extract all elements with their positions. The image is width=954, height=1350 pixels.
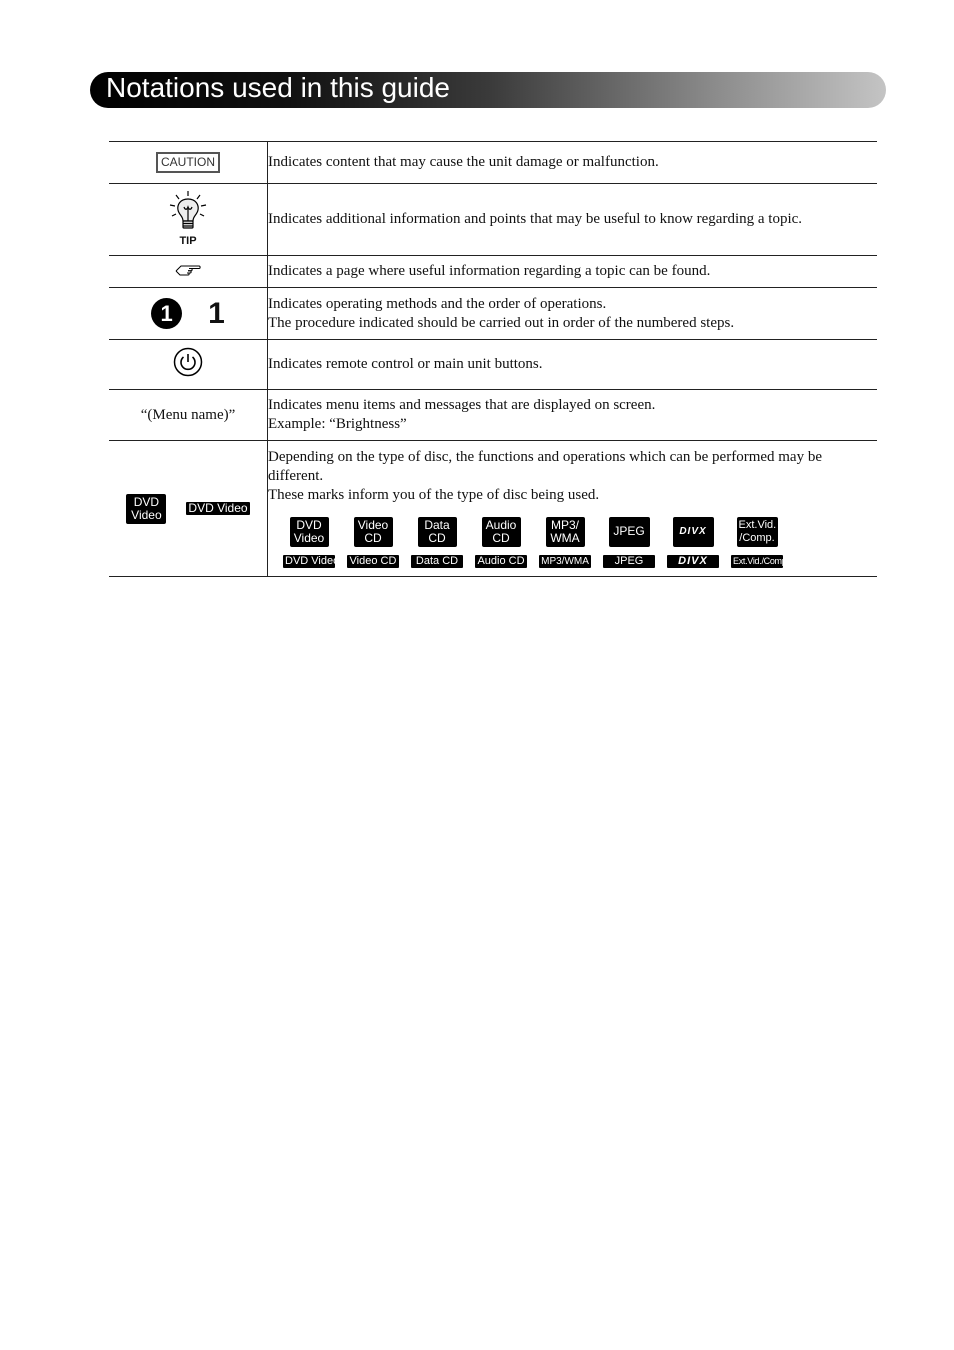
menu-name-label: “(Menu name)” <box>109 390 268 441</box>
disc-type <box>602 517 656 568</box>
description-cell: Indicates a page where useful information regarding a topic can be found. <box>268 256 878 288</box>
description-cell: Indicates menu items and messages that are displayed on screen. Example: “Brightness” <box>268 390 878 441</box>
disc-mark-large: JPEG <box>609 517 650 547</box>
disc-mark-small: Video CD <box>347 555 399 568</box>
disc-mark-small: Data CD <box>411 555 463 568</box>
divx-logo-small-icon: DIVX <box>667 555 719 568</box>
disc-mark-small: JPEG <box>603 555 655 568</box>
disc-type <box>474 517 528 568</box>
notations-table <box>109 141 877 577</box>
disc-type <box>666 517 720 568</box>
disc-mark-large: Data CD <box>418 517 457 547</box>
symbol-cell <box>109 142 268 184</box>
page-title: Notations used in this guide <box>106 72 450 103</box>
disc-type <box>346 517 400 568</box>
disc-type <box>538 517 592 568</box>
description-cell: Indicates additional information and points that may be useful to know regarding a topic. <box>268 184 878 256</box>
power-button-icon <box>173 347 203 377</box>
disc-mark-large: DVD Video <box>290 517 329 547</box>
description-cell: Depending on the type of disc, the functions and operations which can be performed may be different. These marks inform you of the type of disc being used. DVD Video DVD Video Video CD Video CD Data CD Data CD Audio CD Audio CD MP3/ WMA MP3/WMA JPEG JPEG DIVX DIVX Ext.Vid. /Comp. Ext.Vid./Comp. <box>268 441 878 577</box>
disc-type <box>730 517 789 568</box>
symbol-cell <box>109 184 268 256</box>
pointing-hand-icon <box>175 262 201 276</box>
table-row <box>109 390 877 441</box>
table-row <box>109 441 877 577</box>
divx-logo-icon: DIVX <box>673 517 714 547</box>
symbol-cell <box>109 340 268 390</box>
description-cell: Indicates content that may cause the unit damage or malfunction. <box>268 142 878 184</box>
table-row <box>109 256 877 288</box>
caution-icon: CAUTION <box>156 152 220 173</box>
disc-type-marks <box>282 517 877 568</box>
symbol-cell <box>109 288 268 340</box>
symbol-cell <box>109 441 268 577</box>
disc-mark-large: Video CD <box>354 517 393 547</box>
description-cell: Indicates remote control or main unit buttons. <box>268 340 878 390</box>
description-cell: Indicates operating methods and the order of operations. The procedure indicated should be carried out in order of the numbered steps. <box>268 288 878 340</box>
table-row <box>109 288 877 340</box>
step-circle-icon: 1 <box>151 298 182 329</box>
table-row <box>109 142 877 184</box>
disc-mark-large: MP3/ WMA <box>546 517 585 547</box>
disc-mark-large: Audio CD <box>482 517 521 547</box>
lightbulb-icon <box>166 190 210 232</box>
disc-type <box>282 517 340 568</box>
symbol-cell <box>109 256 268 288</box>
disc-mark-large: Ext.Vid. /Comp. <box>737 517 778 547</box>
disc-mark-small: Ext.Vid./Comp. <box>733 555 789 566</box>
table-row <box>109 184 877 256</box>
tip-icon <box>166 190 210 247</box>
step-number: 1 <box>208 296 225 330</box>
title-banner <box>90 72 886 108</box>
disc-mark-small: Audio CD <box>475 555 527 568</box>
tip-label: TIP <box>179 235 197 247</box>
disc-mark-large: DVD Video <box>126 494 166 524</box>
disc-mark-small: MP3/WMA <box>539 555 591 568</box>
disc-type <box>410 517 464 568</box>
disc-mark-small: DVD Video <box>188 501 248 515</box>
disc-mark-small: DVD Video <box>285 554 340 567</box>
table-row <box>109 340 877 390</box>
